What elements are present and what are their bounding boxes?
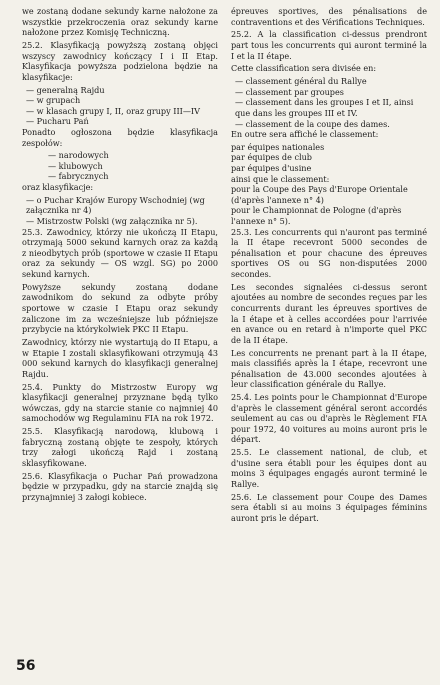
- list-item: — classement de la coupe des dames.: [235, 118, 390, 129]
- list-item: — w grupach: [26, 95, 81, 106]
- paragraph: Zawodnicy, którzy nie wystartują do II Etapu, a w Etapie I zostali sklasyfikowani otrzymują 43 000 sekund karnych do klasyfikacji generalnej Rajdu.: [22, 336, 218, 379]
- page-number: 56: [16, 658, 36, 674]
- list-item: pour la Coupe des Pays d'Europe Orientale (d'après l'annexe n° 4): [231, 184, 408, 205]
- paragraph: Ponadto ogłoszona będzie klasyfikacja zespołów:: [22, 126, 218, 148]
- list-item: par équipes d'usine: [231, 163, 312, 174]
- list-item: — Mistrzostw Polski (wg załącznika nr 5).: [26, 216, 198, 227]
- paragraph: 25.2. A la classification ci-dessus prendront part tous les concurrents qui auront terminé la I et la II étape.: [231, 29, 427, 61]
- paragraph: Powyższe sekundy zostaną dodane zawodnikom do sekund za odbyte próby sportowe w czasie I Etapu oraz sekundy zaliczone im za wcześniejsze lub późniejsze przybycie na którykolwiek PKC II Etapu.: [22, 281, 218, 335]
- paragraph: épreuves sportives, des pénalisations de contraventions et des Vérifications Techniques.: [231, 6, 427, 27]
- paragraph: Les concurrents ne prenant part à la II étape, mais classifiés après la I étape, recevront une pénalisation de 43.000 secondes ajoutées à leur classification générale du Rallye.: [231, 347, 427, 390]
- list-item: — generalną Rajdu: [26, 84, 105, 95]
- list-item: ainsi que le classement:: [231, 173, 330, 184]
- paragraph: 25.2. Klasyfikacją powyższą zostaną objęci wszyscy zawodnicy kończący I i II Etap. Klasyfikacja powyższa podzielona będzie na klasyfikacje:: [22, 39, 218, 82]
- paragraph: 25.6. Klasyfikacja o Puchar Pań prowadzona będzie w przypadku, gdy na starcie znajdą się przynajmniej 3 załogi kobiece.: [22, 470, 218, 502]
- list-item: — narodowych: [48, 150, 109, 161]
- paragraph: we zostaną dodane sekundy karne nałożone za wszystkie przekroczenia oraz sekundy karne nałożone przez Komisję Techniczną.: [22, 6, 218, 38]
- list-item: — classement dans les groupes I et II, ainsi que dans les groupes III et IV.: [235, 97, 414, 118]
- paragraph: oraz klasyfikacje:: [22, 182, 94, 193]
- paragraph: 25.3. Zawodnicy, którzy nie ukończą II Etapu, otrzymają 5000 sekund karnych oraz za każdą z nieodbytych prób (sportowe w czasie II Etapu oraz za sekundy — OS wzgl. SG) po 2000 sekund karnych.: [22, 226, 218, 279]
- list-item: — o Puchar Krajów Europy Wschodniej (wg załącznika nr 4): [26, 194, 205, 216]
- list-item: — Pucharu Pań: [26, 116, 89, 127]
- polish-text-column: [22, 6, 218, 505]
- paragraph: En outre sera affiché le classement:: [231, 129, 379, 140]
- list-item: pour le Championnat de Pologne (d'après l'annexe n° 5).: [231, 205, 402, 227]
- paragraph: 25.4. Punkty do Mistrzostw Europy wg klasyfikacji generalnej przyznane będą tylko wówczas, gdy na starcie stanie co najmniej 40 samochodów wg Regulaminu FIA na rok 1972.: [22, 381, 218, 424]
- paragraph: 25.5. Le classement national, de club, et d'usine sera établi pour les équipes dont au moins 3 équipages engagés auront terminé le Rallye.: [231, 447, 427, 490]
- paragraph: 25.3. Les concurrents qui n'auront pas terminé la II étape recevront 5000 secondes de pénalisation et pour chacune des épreuves sportives OS ou SG non-disputées 2000 secondes.: [231, 226, 427, 279]
- paragraph: 25.4. Les points pour le Championnat d'Europe d'après le classement général seront accordés seulement au cas ou d'après le Règlement FIA pour 1972, 40 voitures au moins auront pris le départ.: [231, 392, 427, 445]
- paragraph: 25.5. Klasyfikacją narodową, klubową i fabryczną zostaną objęte te zespoły, których trzy załogi ukończą Rajd i zostaną sklasyfikowane.: [22, 426, 218, 468]
- paragraph: 25.6. Le classement pour Coupe des Dames sera établi si au moins 3 équipages féminins auront pris le départ.: [231, 491, 427, 523]
- list-item: — classement général du Rallye: [235, 76, 367, 87]
- paragraph: Les secondes signalées ci-dessus seront ajoutées au nombre de secondes reçues par les concurrents durant les épreuves sportives de la I étape et à celles accordées pour l'arrivée en avance ou en retard à n'importe quel PKC de la II étape.: [231, 281, 427, 345]
- list-item: — fabrycznych: [48, 171, 109, 182]
- paragraph: Cette classification sera divisée en:: [231, 63, 377, 74]
- list-item: — w klasach grupy I, II, oraz grupy III—IV: [26, 105, 200, 116]
- list-item: par équipes de club: [231, 152, 312, 163]
- list-item: par équipes nationales: [231, 141, 325, 152]
- list-item: — classement par groupes: [235, 86, 344, 97]
- list-item: — klubowych: [48, 160, 103, 171]
- french-text-column: [231, 6, 427, 526]
